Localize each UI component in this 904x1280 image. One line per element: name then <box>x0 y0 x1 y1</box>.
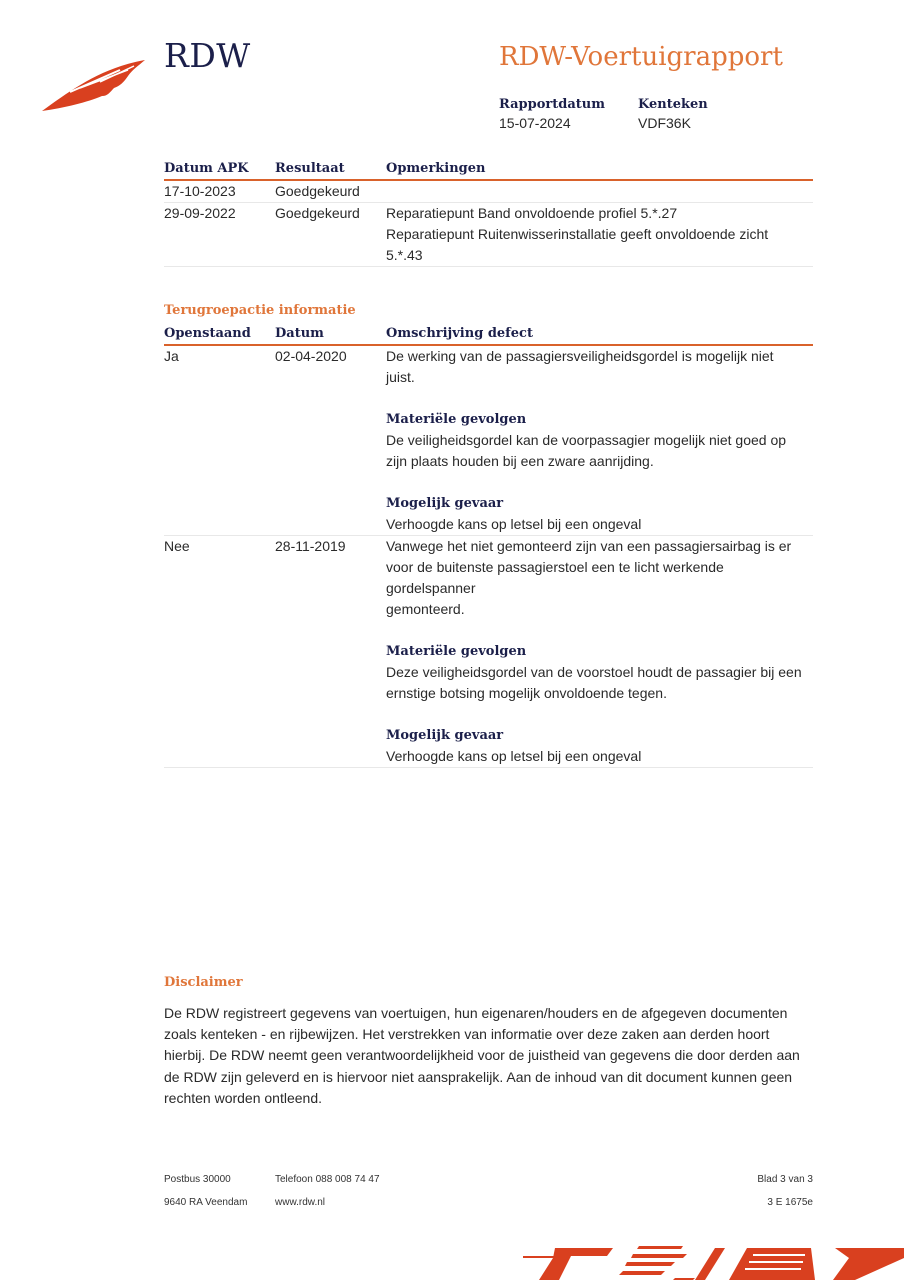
col-omschrijving: Omschrijving defect <box>386 326 533 341</box>
table-row <box>164 181 813 203</box>
recall-table-header <box>164 324 813 346</box>
footer-doc-code: 3 E 1675e <box>767 1197 813 1208</box>
report-date-value: 15-07-2024 <box>499 115 571 131</box>
remark-line: 5.*.43 <box>386 247 423 263</box>
footer-website-link[interactable]: www.rdw.nl <box>275 1197 326 1208</box>
table-row <box>164 536 813 768</box>
danger-text: Verhoogde kans op letsel bij een ongeval <box>386 748 642 764</box>
report-date-label: Rapportdatum <box>499 97 605 112</box>
desc-line: De werking van de passagiersveiligheidsgordel is mogelijk niet <box>386 348 774 364</box>
recall-date: 02-04-2020 <box>275 348 347 364</box>
danger-label: Mogelijk gevaar <box>386 496 504 511</box>
rdw-feather-logo-icon <box>40 56 150 116</box>
footer-postbus: Postbus 30000 <box>164 1174 231 1185</box>
apk-result: Goedgekeurd <box>275 183 360 199</box>
brand-wordmark: RDW <box>164 36 251 75</box>
footer-phone: Telefoon 088 008 74 47 <box>275 1174 380 1185</box>
apk-table <box>164 159 813 267</box>
apk-result: Goedgekeurd <box>275 205 360 221</box>
recall-section-title: Terugroepactie informatie <box>164 303 356 318</box>
footer-page-number: Blad 3 van 3 <box>757 1174 813 1185</box>
table-row <box>164 203 813 267</box>
recall-open: Ja <box>164 348 179 364</box>
col-resultaat: Resultaat <box>275 161 345 176</box>
disclaimer-title: Disclaimer <box>164 975 243 990</box>
license-plate-value: VDF36K <box>638 115 691 131</box>
col-datum-apk: Datum APK <box>164 161 249 176</box>
report-date-block <box>499 97 605 131</box>
recall-description <box>386 536 813 767</box>
recall-open: Nee <box>164 538 190 554</box>
apk-table-header <box>164 159 813 181</box>
material-line: Deze veiligheidsgordel van de voorstoel houdt de passagier bij een <box>386 664 802 680</box>
danger-label: Mogelijk gevaar <box>386 728 504 743</box>
recall-table <box>164 324 813 768</box>
material-label: Materiële gevolgen <box>386 412 527 427</box>
license-plate-label: Kenteken <box>638 97 708 112</box>
material-line: De veiligheidsgordel kan de voorpassagier mogelijk niet goed op <box>386 432 787 448</box>
desc-line: Vanwege het niet gemonteerd zijn van een passagiersairbag is er <box>386 538 792 554</box>
desc-line: gemonteerd. <box>386 601 465 617</box>
apk-date: 29-09-2022 <box>164 205 236 221</box>
recall-description <box>386 346 813 535</box>
remark-line: Reparatiepunt Ruitenwisserinstallatie geeft onvoldoende zicht <box>386 226 769 242</box>
recall-date: 28-11-2019 <box>275 538 346 554</box>
desc-line: juist. <box>386 369 415 385</box>
col-datum: Datum <box>275 326 324 341</box>
document-title: RDW-Voertuigrapport <box>499 42 783 72</box>
remark-line: Reparatiepunt Band onvoldoende profiel 5.*.27 <box>386 205 678 221</box>
apk-date: 17-10-2023 <box>164 183 236 199</box>
desc-line: voor de buitenste passagierstoel een te licht werkende gordelspanner <box>386 559 724 596</box>
material-line: ernstige botsing mogelijk onvoldoende tegen. <box>386 685 667 701</box>
material-label: Materiële gevolgen <box>386 644 527 659</box>
footer-city: 9640 RA Veendam <box>164 1197 248 1208</box>
apk-remarks <box>386 181 813 202</box>
table-row <box>164 346 813 536</box>
danger-text: Verhoogde kans op letsel bij een ongeval <box>386 516 642 532</box>
license-plate-block <box>638 97 708 131</box>
disclaimer-text: De RDW registreert gegevens van voertuigen, hun eigenaren/houders en de afgegeven documenten zoals kenteken - en rijbewijzen. Het verstrekken van informatie over deze zaken aan derden hoort hierbij. De RDW neemt geen verantwoordelijkheid voor de juistheid van gegevens die door derden aan de RDW zijn geleverd en is hiervoor niet aansprakelijk. Aan de inhoud van dit document kunnen geen rechten worden ontleend. <box>164 1005 800 1106</box>
material-line: zijn plaats houden bij een zware aanrijding. <box>386 453 654 469</box>
col-opmerkingen: Opmerkingen <box>386 161 486 176</box>
decorative-stripes-icon <box>515 1244 904 1280</box>
apk-remarks <box>386 203 813 266</box>
col-openstaand: Openstaand <box>164 326 251 341</box>
